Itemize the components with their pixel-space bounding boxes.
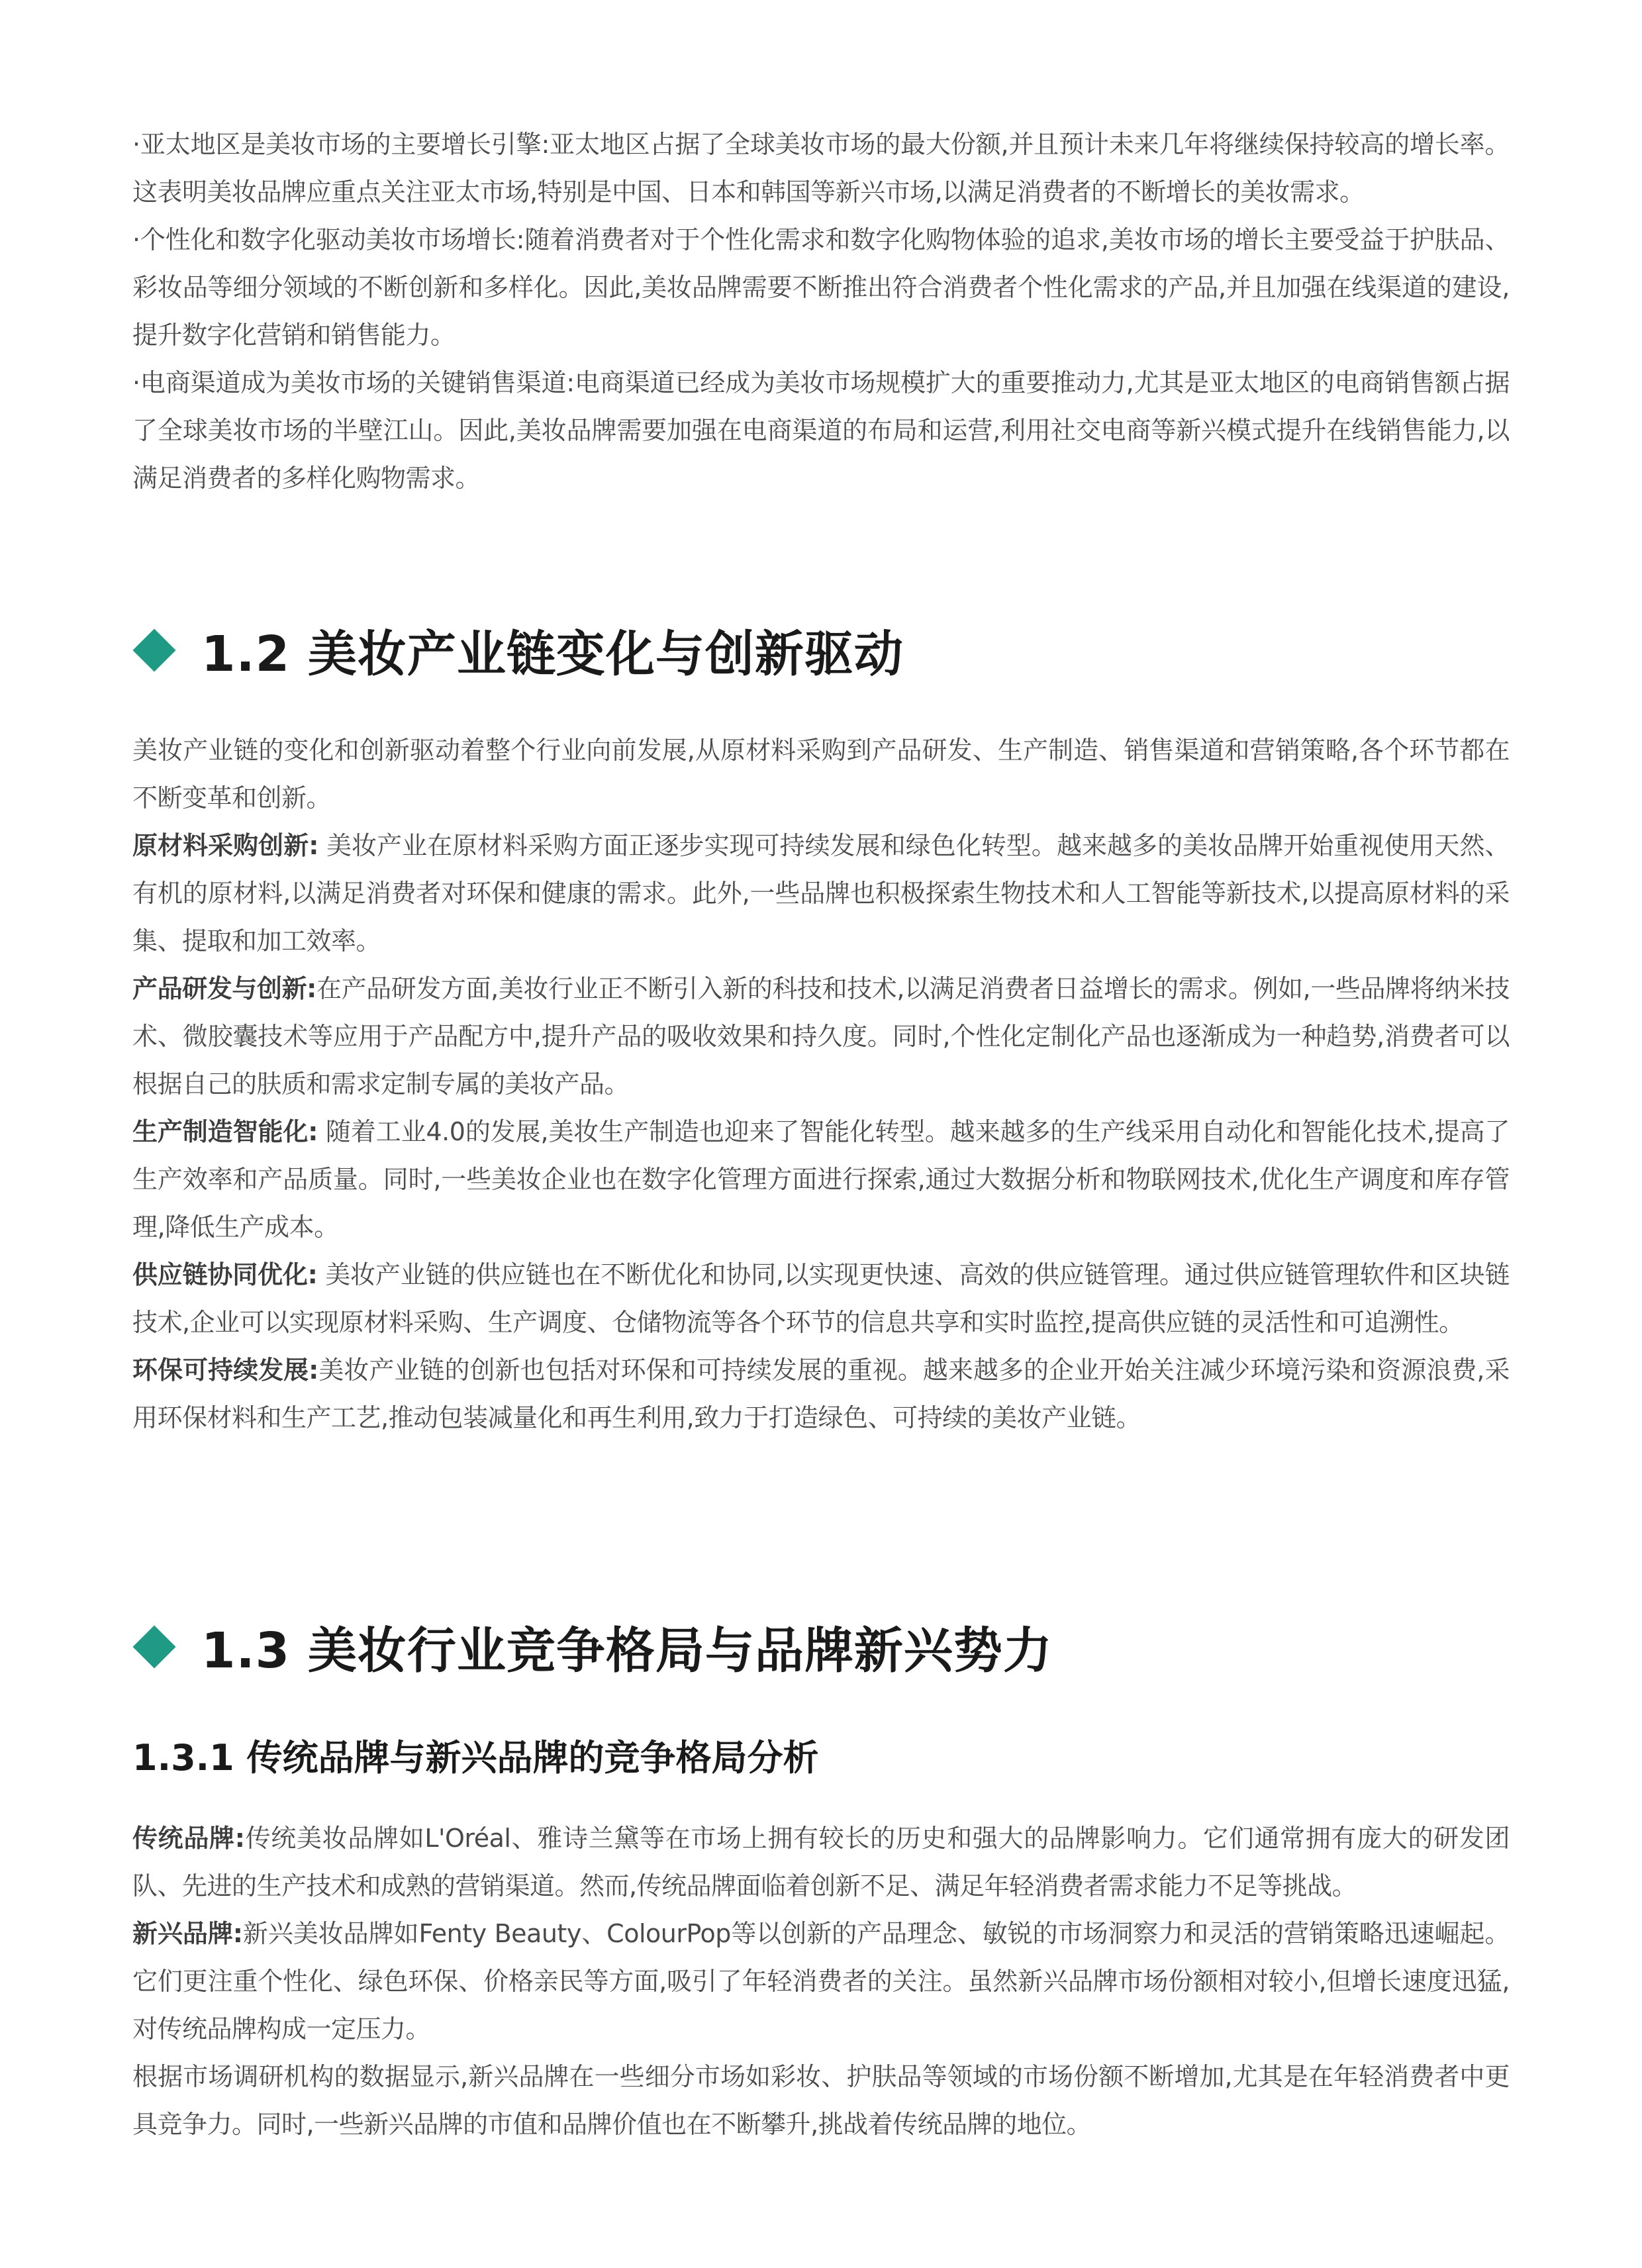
section-1-2-title: 1.2 美妆产业链变化与创新驱动 <box>201 626 904 683</box>
item-label: 环保可持续发展: <box>132 1356 318 1385</box>
section-1-2-intro: 美妆产业链的变化和创新驱动着整个行业向前发展,从原材料采购到产品研发、生产制造、销售渠道和营销策略,各个环节都在不断变革和创新。 <box>132 736 1510 813</box>
item-label: 产品研发与创新: <box>132 974 316 1003</box>
item-text: 随着工业4.0的发展,美妆生产制造也迎来了智能化转型。越来越多的生产线采用自动化和智能化技术,提高了生产效率和产品质量。同时,一些美妆企业也在数字化管理方面进行探索,通过大数据分析和物联网技术,优化生产调度和库存管理,降低生产成本。 <box>132 1117 1510 1242</box>
item-rnd <box>132 965 1510 1108</box>
item-raw-materials <box>132 822 1510 965</box>
section-1-3-body <box>132 1814 1510 2148</box>
item-text: 新兴美妆品牌如Fenty Beauty、ColourPop等以创新的产品理念、敏锐的市场洞察力和灵活的营销策略迅速崛起。它们更注重个性化、绿色环保、价格亲民等方面,吸引了年轻消费者的关注。虽然新兴品牌市场份额相对较小,但增长速度迅猛,对传统品牌构成一定压力。 <box>132 1919 1510 2044</box>
section-1-3-title: 1.3 美妆行业竞争格局与品牌新兴势力 <box>201 1622 1053 1679</box>
item-text: 美妆产业链的供应链也在不断优化和协同,以实现更快速、高效的供应链管理。通过供应链管理软件和区块链技术,企业可以实现原材料采购、生产调度、仓储物流等各个环节的信息共享和实时监控,提高供应链的灵活性和可追溯性。 <box>132 1260 1510 1337</box>
item-sustainability <box>132 1346 1510 1442</box>
item-label: 传统品牌: <box>132 1824 245 1853</box>
item-manufacturing <box>132 1108 1510 1251</box>
item-text: 在产品研发方面,美妆行业正不断引入新的科技和技术,以满足消费者日益增长的需求。例如,一些品牌将纳米技术、微胶囊技术等应用于产品配方中,提升产品的吸收效果和持久度。同时,个性化定制化产品也逐渐成为一种趋势,消费者可以根据自己的肤质和需求定制专属的美妆产品。 <box>132 974 1510 1099</box>
item-emerging-brands <box>132 1910 1510 2053</box>
item-supply-chain <box>132 1251 1510 1346</box>
item-label: 供应链协同优化: <box>132 1260 318 1289</box>
diamond-bullet-icon <box>132 1625 175 1668</box>
subsection-1-3-1-title: 1.3.1 传统品牌与新兴品牌的竞争格局分析 <box>132 1737 819 1779</box>
item-label: 新兴品牌: <box>132 1919 243 1948</box>
diamond-bullet-icon <box>132 628 175 671</box>
item-traditional-brands <box>132 1814 1510 1910</box>
section-1-2-heading <box>132 617 904 683</box>
item-text: 美妆产业链的创新也包括对环保和可持续发展的重视。越来越多的企业开始关注减少环境污染和资源浪费,采用环保材料和生产工艺,推动包装减量化和再生利用,致力于打造绿色、可持续的美妆产业链。 <box>132 1356 1510 1432</box>
section-1-2-body <box>132 726 1510 1442</box>
item-text: 传统美妆品牌如L'Oréal、雅诗兰黛等在市场上拥有较长的历史和强大的品牌影响力。它们通常拥有庞大的研发团队、先进的生产技术和成熟的营销渠道。然而,传统品牌面临着创新不足、满足年轻消费者需求能力不足等挑战。 <box>132 1824 1510 1900</box>
bullet-apac: ·亚太地区是美妆市场的主要增长引擎:亚太地区占据了全球美妆市场的最大份额,并且预计未来几年将继续保持较高的增长率。这表明美妆品牌应重点关注亚太市场,特别是中国、日本和韩国等新兴市场,以满足消费者的不断增长的美妆需求。 <box>132 130 1510 207</box>
section-1-3-closing: 根据市场调研机构的数据显示,新兴品牌在一些细分市场如彩妆、护肤品等领域的市场份额不断增加,尤其是在年轻消费者中更具竞争力。同时,一些新兴品牌的市值和品牌价值也在不断攀升,挑战着传统品牌的地位。 <box>132 2062 1510 2139</box>
section-1-3-heading <box>132 1614 1053 1680</box>
bullet-ecommerce: ·电商渠道成为美妆市场的关键销售渠道:电商渠道已经成为美妆市场规模扩大的重要推动力,尤其是亚太地区的电商销售额占据了全球美妆市场的半壁江山。因此,美妆品牌需要加强在电商渠道的布局和运营,利用社交电商等新兴模式提升在线销售能力,以满足消费者的多样化购物需求。 <box>132 368 1510 493</box>
item-label: 生产制造智能化: <box>132 1117 318 1146</box>
intro-bullets <box>132 121 1510 502</box>
bullet-personalization: ·个性化和数字化驱动美妆市场增长:随着消费者对于个性化需求和数字化购物体验的追求,美妆市场的增长主要受益于护肤品、彩妆品等细分领域的不断创新和多样化。因此,美妆品牌需要不断推出符合消费者个性化需求的产品,并且加强在线渠道的建设,提升数字化营销和销售能力。 <box>132 225 1510 350</box>
item-label: 原材料采购创新: <box>132 831 318 860</box>
item-text: 美妆产业在原材料采购方面正逐步实现可持续发展和绿色化转型。越来越多的美妆品牌开始重视使用天然、有机的原材料,以满足消费者对环保和健康的需求。此外,一些品牌也积极探索生物技术和人工智能等新技术,以提高原材料的采集、提取和加工效率。 <box>132 831 1510 956</box>
